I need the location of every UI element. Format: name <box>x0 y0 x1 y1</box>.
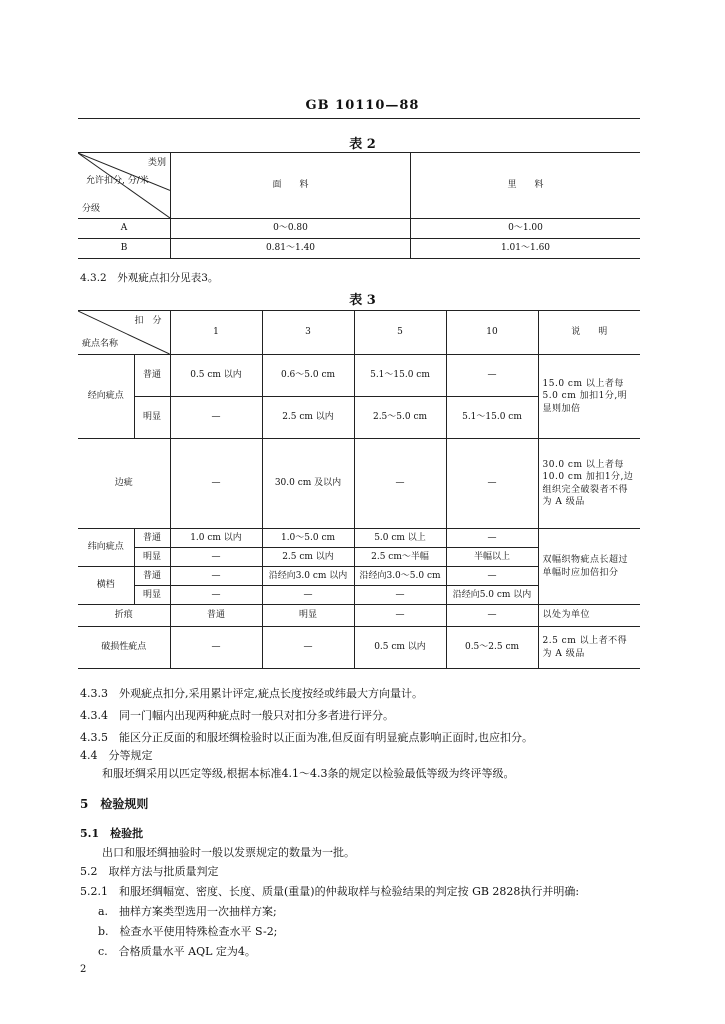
table2-corner-top: 类别 <box>147 158 166 168</box>
sub-type-label: 普通 <box>134 529 170 548</box>
table3-cell: 2.5 cm～半幅 <box>354 548 446 567</box>
list-item-c: c. 合格质量水平 AQL 定为4。 <box>98 945 256 958</box>
list-item-a: a. 抽样方案类型选用一次抽样方案; <box>98 905 277 918</box>
table2-col-face: 面 料 <box>171 153 411 219</box>
table3-cell: 0.5～2.5 cm <box>446 627 538 669</box>
sub-type-label: 明显 <box>134 548 170 567</box>
table3-cell: — <box>170 627 262 669</box>
heading-5-1: 5.1 检验批 <box>80 827 144 840</box>
para-4-4-body: 和服坯绸采用以匹定等级,根据本标准4.1～4.3条的规定以检验最低等级为终评等级。 <box>102 767 515 780</box>
table2-cell: 0～1.00 <box>411 219 641 239</box>
table3-col-1: 1 <box>170 311 262 355</box>
list-item-b: b. 检查水平使用特殊检查水平 S-2; <box>98 925 278 938</box>
table3-cell: 2.5 cm 以内 <box>262 548 354 567</box>
table2-caption: 表 2 <box>349 137 376 152</box>
table2 <box>78 152 640 259</box>
para-5-1-body: 出口和服坯绸抽验时一般以发票规定的数量为一批。 <box>102 846 355 859</box>
table3-cell: — <box>262 627 354 669</box>
table3-cell: 2.5～5.0 cm <box>354 397 446 439</box>
standard-header: GB 10110—88 <box>305 98 420 113</box>
table3-cell: 普通 <box>170 605 262 627</box>
table3-cell: — <box>354 605 446 627</box>
table3-cell: — <box>354 586 446 605</box>
table3-corner-cell <box>78 311 170 355</box>
break-note: 2.5 cm 以上者不得为 A 级品 <box>538 627 640 669</box>
table3-cell: 沿经向3.0～5.0 cm <box>354 567 446 586</box>
table3-cell: 半幅以上 <box>446 548 538 567</box>
table3-cell: — <box>446 355 538 397</box>
edge-note: 30.0 cm 以上者每10.0 cm 加扣1分,边组织完全破裂者不得为 A 级品 <box>538 439 640 529</box>
edge-defect-name: 边疵 <box>78 439 170 529</box>
table3-cell: 明显 <box>262 605 354 627</box>
table3-cell: 5.0 cm 以上 <box>354 529 446 548</box>
para-4-3-5: 4.3.5 能区分正反面的和服坯绸检验时以正面为准,但反面有明显疵点影响正面时,也应扣分。 <box>80 731 533 744</box>
table3-col-5: 5 <box>354 311 446 355</box>
table3-corner-top: 扣 分 <box>134 316 162 326</box>
sub-type-label: 普通 <box>134 567 170 586</box>
table3-caption: 表 3 <box>349 293 376 308</box>
table3-cell: — <box>170 567 262 586</box>
table3-cell: — <box>170 586 262 605</box>
table2-corner-cell <box>78 153 171 219</box>
table3-cell: — <box>170 439 262 529</box>
table2-col-lining: 里 料 <box>411 153 641 219</box>
table3-cell: 2.5 cm 以内 <box>262 397 354 439</box>
crease-note: 以处为单位 <box>538 605 640 627</box>
table3-cell: — <box>170 397 262 439</box>
table2-cell: 0～0.80 <box>171 219 411 239</box>
header-rule <box>78 118 640 119</box>
table3-cell: — <box>170 548 262 567</box>
table3-cell: 0.5 cm 以内 <box>354 627 446 669</box>
table2-grade-b: B <box>78 239 171 259</box>
table2-cell: 1.01～1.60 <box>411 239 641 259</box>
table-row <box>78 627 640 669</box>
bar-defect-name: 横档 <box>78 567 134 605</box>
warp-note: 15.0 cm 以上者每5.0 cm 加扣1分,明显则加倍 <box>538 355 640 439</box>
heading-5-2: 5.2 取样方法与批质量判定 <box>80 865 219 878</box>
table-row <box>78 439 640 529</box>
crease-defect-name: 折痕 <box>78 605 170 627</box>
table3-cell: — <box>446 605 538 627</box>
sub-type-label: 明显 <box>134 397 170 439</box>
table3-cell: 沿经向5.0 cm 以内 <box>446 586 538 605</box>
table3-cell: — <box>446 567 538 586</box>
table-row <box>78 239 640 259</box>
table3-cell: — <box>262 586 354 605</box>
table2-cell: 0.81～1.40 <box>171 239 411 259</box>
sub-type-label: 明显 <box>134 586 170 605</box>
para-4-3-3: 4.3.3 外观疵点扣分,采用累计评定,疵点长度按经或纬最大方向量计。 <box>80 687 423 700</box>
table-row <box>78 219 640 239</box>
para-4-3-4: 4.3.4 同一门幅内出现两种疵点时一般只对扣分多者进行评分。 <box>80 709 394 722</box>
table3-cell: 1.0 cm 以内 <box>170 529 262 548</box>
weft-defect-name: 纬向疵点 <box>78 529 134 567</box>
table2-corner-bottom: 分级 <box>82 203 101 214</box>
weft-note: 双幅织物疵点长超过单幅时应加倍扣分 <box>538 529 640 605</box>
heading-4-4: 4.4 分等规定 <box>80 749 153 762</box>
table3-col-3: 3 <box>262 311 354 355</box>
table-row <box>78 529 640 548</box>
table3-corner-bottom: 疵点名称 <box>82 338 119 349</box>
table3-cell: 1.0～5.0 cm <box>262 529 354 548</box>
table3-cell: 0.6～5.0 cm <box>262 355 354 397</box>
table3-cell: — <box>354 439 446 529</box>
table3-cell: — <box>446 439 538 529</box>
table3-cell: 0.5 cm 以内 <box>170 355 262 397</box>
table2-corner-mid: 允许扣分, 分/米 <box>86 176 149 186</box>
table-row <box>78 605 640 627</box>
sub-type-label: 普通 <box>134 355 170 397</box>
table2-grade-a: A <box>78 219 171 239</box>
break-defect-name: 破损性疵点 <box>78 627 170 669</box>
table-row <box>78 355 640 397</box>
table3-col-note: 说 明 <box>538 311 640 355</box>
warp-defect-name: 经向疵点 <box>78 355 134 439</box>
table3-col-10: 10 <box>446 311 538 355</box>
table3-cell: 5.1～15.0 cm <box>446 397 538 439</box>
table3-cell: — <box>446 529 538 548</box>
table3 <box>78 310 640 669</box>
page-number: 2 <box>80 964 87 975</box>
table3-cell: 沿经向3.0 cm 以内 <box>262 567 354 586</box>
table3-cell: 5.1～15.0 cm <box>354 355 446 397</box>
table3-cell: 30.0 cm 及以内 <box>262 439 354 529</box>
para-4-3-2: 4.3.2 外观疵点扣分见表3。 <box>80 272 219 284</box>
para-5-2-1: 5.2.1 和服坯绸幅宽、密度、长度、质量(重量)的仲裁取样与检验结果的判定按 GB 2828执行并明确: <box>80 885 580 898</box>
heading-5: 5 检验规则 <box>80 797 149 811</box>
